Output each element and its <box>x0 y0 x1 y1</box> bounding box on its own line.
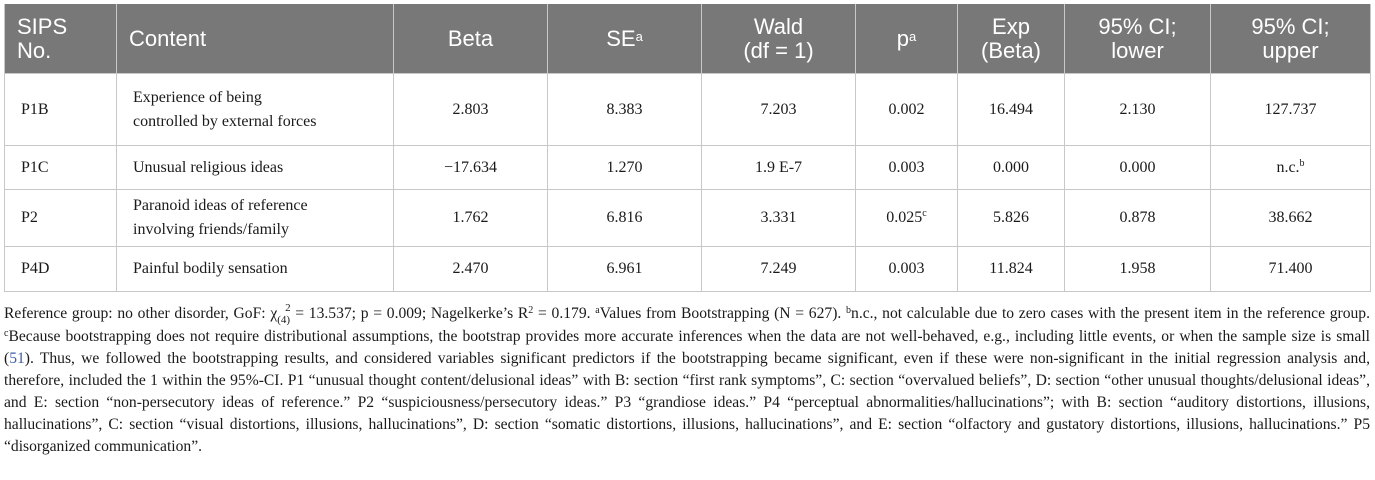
cell-se: 8.383 <box>548 74 702 146</box>
cell-exp: 0.000 <box>958 146 1065 190</box>
cell-exp: 11.824 <box>958 247 1065 292</box>
cell-exp: 16.494 <box>958 74 1065 146</box>
cell-sips: P2 <box>5 190 117 247</box>
cell-content: Experience of being controlled by external forces <box>117 74 394 146</box>
header-sips-no: SIPS No. <box>5 4 117 74</box>
cell-wald: 7.249 <box>702 247 856 292</box>
cell-sips: P1B <box>5 74 117 146</box>
cell-p: 0.002 <box>856 74 958 146</box>
cell-sips: P1C <box>5 146 117 190</box>
table-row <box>5 146 1371 190</box>
cell-ci-upper: n.c.$^b$ <box>1211 146 1371 190</box>
table-footnotes <box>4 303 1370 458</box>
cell-beta: −17.634 <box>394 146 548 190</box>
table-header-row <box>5 4 1371 74</box>
reference-link[interactable]: 51 <box>9 350 25 367</box>
table-row <box>5 190 1371 247</box>
footnote-mark-c: c <box>4 328 9 339</box>
header-content: Content <box>117 4 394 74</box>
results-table <box>4 4 1371 292</box>
cell-se: 1.270 <box>548 146 702 190</box>
cell-beta: 1.762 <box>394 190 548 247</box>
table-row <box>5 74 1371 146</box>
cell-p: 0.003 <box>856 146 958 190</box>
cell-sips: P4D <box>5 247 117 292</box>
header-exp-beta: Exp (Beta) <box>958 4 1065 74</box>
cell-beta: 2.470 <box>394 247 548 292</box>
footnote-mark: c <box>922 208 927 219</box>
cell-ci-upper: 127.737 <box>1211 74 1371 146</box>
header-ci-upper: 95% CI; upper <box>1211 4 1371 74</box>
cell-wald: 7.203 <box>702 74 856 146</box>
cell-exp: 5.826 <box>958 190 1065 247</box>
header-se: $SE^a$ <box>548 4 702 74</box>
cell-ci-upper: 38.662 <box>1211 190 1371 247</box>
cell-ci-lower: 0.878 <box>1065 190 1211 247</box>
table-row <box>5 247 1371 292</box>
cell-p: 0.003 <box>856 247 958 292</box>
cell-wald: 1.9 E-7 <box>702 146 856 190</box>
footnote-mark-b: b <box>846 305 852 316</box>
header-ci-lower: 95% CI; lower <box>1065 4 1211 74</box>
cell-ci-lower: 0.000 <box>1065 146 1211 190</box>
cell-p: 0.025$^c$ <box>856 190 958 247</box>
header-wald: Wald (df = 1) <box>702 4 856 74</box>
cell-ci-lower: 2.130 <box>1065 74 1211 146</box>
cell-se: 6.816 <box>548 190 702 247</box>
cell-content: Painful bodily sensation <box>117 247 394 292</box>
footnote-paragraph: Reference group: no other disorder, GoF: $\chi_{(4)}^2 = 13.537$; p = 0.009; Nagelkerke’s $R^2 = 0.179$. $^a$Values from Bootstrapping (N = 627). $^b$n.c., not calculable due to zero cases with the present item in the reference group. $^c$Because bootstrapping does not require distributional assumptions, the bootstrap provides more accurate inferences when the data are not well-behaved, e.g., including little events, or when the sample size is small (51). Thus, we followed the bootstrapping results, and considered variables significant predictors if the bootstrapping became significant, even if these were non-significant in the initial regression analysis and, therefore, included the 1 within the 95%-CI. P1 “unusual thought content/delusional ideas” with B: section “first rank symptoms”, C: section “overvalued beliefs”, D: section “other unusual thoughts/delusional ideas”, and E: section “non-persecutory ideas of reference.” P2 “suspiciousness/persecutory ideas.” P3 “grandiose ideas.” P4 “perceptual abnormalities/hallucinations”; with B: section “auditory distortions, illusions, hallucinations”, C: section “visual distortions, illusions, hallucinations”, D: section “somatic distortions, illusions, hallucinations”, and E: section “olfactory and gustatory distortions, illusions, hallucinations.” P5 “disorganized communication”. <box>4 302 1370 455</box>
cell-ci-lower: 1.958 <box>1065 247 1211 292</box>
cell-wald: 3.331 <box>702 190 856 247</box>
header-beta: Beta <box>394 4 548 74</box>
cell-se: 6.961 <box>548 247 702 292</box>
header-p: $p^a$ <box>856 4 958 74</box>
cell-content: Unusual religious ideas <box>117 146 394 190</box>
cell-beta: 2.803 <box>394 74 548 146</box>
cell-content: Paranoid ideas of reference involving friends/family <box>117 190 394 247</box>
footnote-mark: b <box>1299 157 1305 169</box>
cell-ci-upper: 71.400 <box>1211 247 1371 292</box>
footnote-mark-a: a <box>595 305 600 316</box>
